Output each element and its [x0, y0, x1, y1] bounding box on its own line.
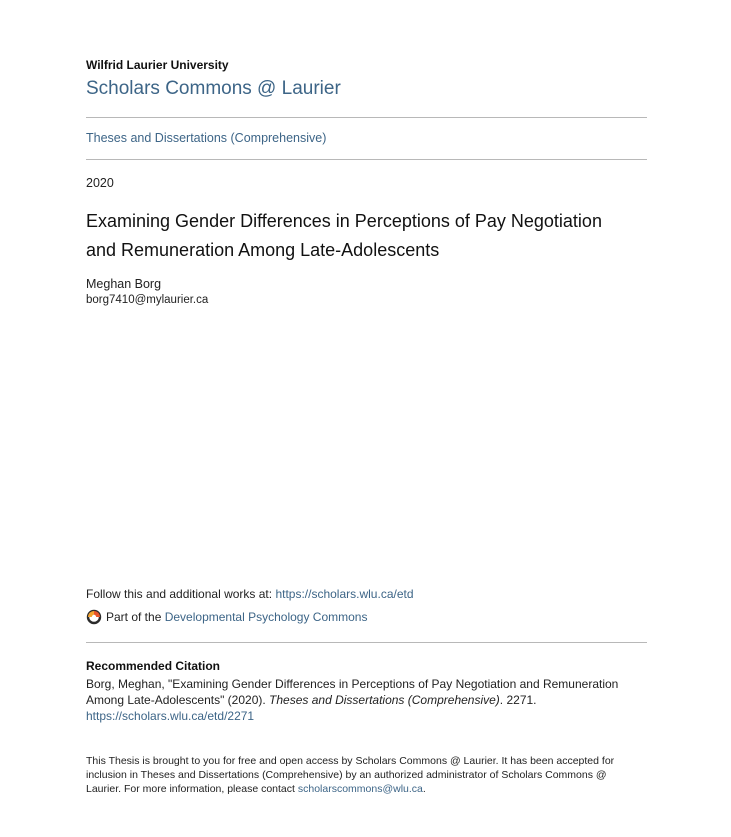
divider — [86, 117, 647, 118]
divider — [86, 159, 647, 160]
title-line: Examining Gender Differences in Perceptions of Pay Negotiation — [86, 211, 602, 231]
notice-line: This Thesis is brought to you for free and open access by Scholars Commons @ Laurier. It has been accepted for — [86, 755, 615, 767]
citation-line: Borg, Meghan, "Examining Gender Differences in Perceptions of Pay Negotiation and Remuneration — [86, 677, 619, 691]
citation-line — [86, 708, 647, 724]
citation-body — [86, 676, 647, 724]
institution-name: Wilfrid Laurier University — [86, 58, 229, 72]
repository-link[interactable]: Scholars Commons @ Laurier — [86, 78, 341, 99]
network-commons-icon — [86, 609, 102, 625]
author-name: Meghan Borg — [86, 277, 162, 291]
citation-number: . 2271. — [499, 693, 537, 707]
divider — [86, 642, 647, 643]
notice-text: Laurier. For more information, please contact — [86, 783, 298, 795]
citation-line — [86, 692, 647, 708]
commons-link[interactable]: Developmental Psychology Commons — [164, 610, 368, 624]
follow-link[interactable]: https://scholars.wlu.ca/etd — [275, 587, 414, 601]
document-title — [86, 207, 647, 265]
part-of-text: Part of the — [106, 610, 162, 624]
author-email: borg7410@mylaurier.ca — [86, 294, 209, 306]
part-of-line — [86, 609, 367, 625]
title-line: and Remuneration Among Late-Adolescents — [86, 240, 440, 260]
follow-text: Follow this and additional works at: — [86, 587, 276, 601]
notice-text: . — [422, 783, 426, 795]
contact-email-link[interactable]: scholarscommons@wlu.ca — [297, 783, 423, 795]
publication-year: 2020 — [86, 176, 114, 190]
notice-line — [86, 782, 647, 796]
cover-page — [86, 0, 647, 837]
access-notice — [86, 754, 647, 796]
series-link[interactable]: Theses and Dissertations (Comprehensive) — [86, 131, 327, 145]
citation-heading: Recommended Citation — [86, 659, 221, 673]
follow-line — [86, 587, 414, 601]
notice-line: inclusion in Theses and Dissertations (Comprehensive) by an authorized administrator of Scholars Commons @ — [86, 769, 607, 781]
citation-url-link[interactable]: https://scholars.wlu.ca/etd/2271 — [86, 709, 255, 723]
citation-text: Among Late-Adolescents" (2020). — [86, 693, 270, 707]
citation-series: Theses and Dissertations (Comprehensive) — [269, 693, 500, 707]
